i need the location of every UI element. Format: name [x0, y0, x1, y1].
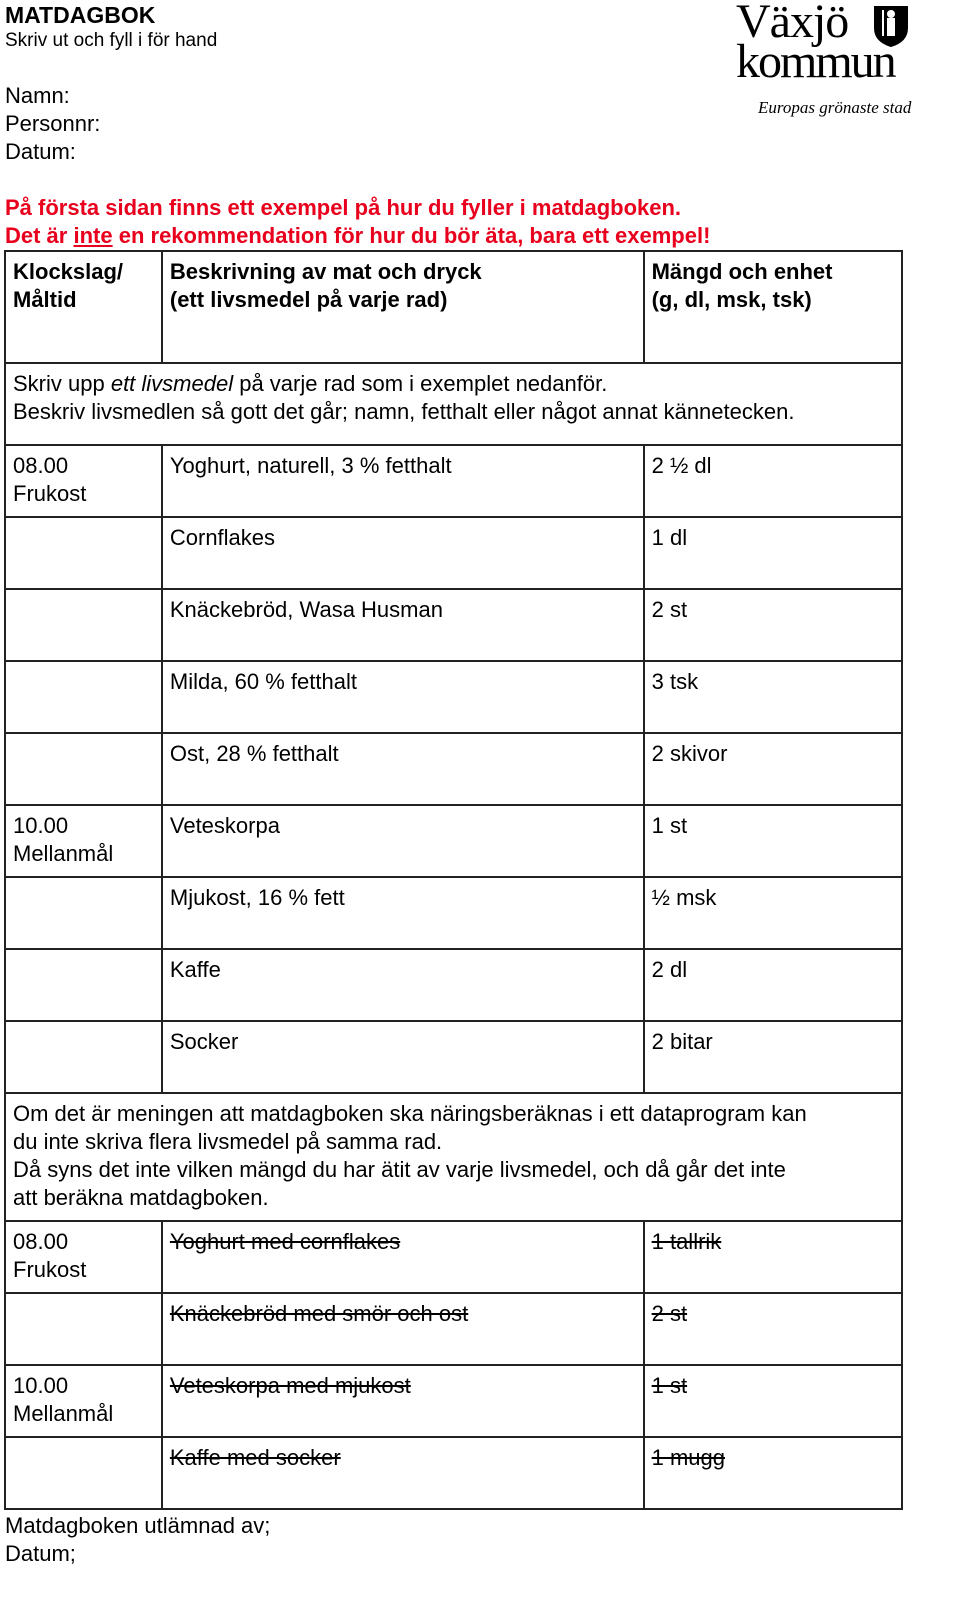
notice-emphasis: inte [73, 223, 113, 248]
header-description-line2: (ett livsmedel på varje rad) [169, 287, 448, 312]
handed-out-label: Matdagboken utlämnad av; [5, 1513, 271, 1538]
amount-cell [644, 589, 902, 661]
warning-cell [5, 1093, 902, 1221]
footer-date-label: Datum; [5, 1541, 76, 1566]
table-row [5, 733, 902, 805]
time-cell [5, 661, 162, 733]
amount-cell [644, 1221, 902, 1293]
amount-cell [644, 517, 902, 589]
food-item: Ost, 28 % fetthalt [169, 741, 339, 766]
meal-time: 08.00 [13, 1229, 69, 1254]
food-amount: 3 tsk [651, 669, 699, 694]
food-amount: 2 ½ dl [651, 453, 712, 478]
name-label: Namn: [5, 83, 70, 108]
food-item: Yoghurt, naturell, 3 % fetthalt [169, 453, 452, 478]
meal-name: Mellanmål [13, 1401, 114, 1426]
amount-cell [644, 877, 902, 949]
time-cell [5, 445, 162, 517]
amount-cell [644, 1365, 902, 1437]
food-amount: 1 dl [651, 525, 688, 550]
instruction-line1 [13, 370, 894, 398]
amount-cell [644, 661, 902, 733]
food-cell [162, 1021, 644, 1093]
header-time [5, 251, 162, 363]
table-row [5, 1221, 902, 1293]
food-amount: 1 st [651, 813, 688, 838]
instruction-post: på varje rad som i exemplet nedanför. [233, 371, 608, 396]
warning-line2: du inte skriva flera livsmedel på samma rad. [13, 1129, 443, 1154]
food-item: Kaffe [169, 957, 221, 982]
food-cell [162, 445, 644, 517]
food-cell [162, 517, 644, 589]
food-amount: 2 st [651, 1301, 688, 1326]
time-cell [5, 589, 162, 661]
time-cell [5, 877, 162, 949]
meal-time: 08.00 [13, 453, 69, 478]
food-amount: 2 dl [651, 957, 688, 982]
time-cell [5, 1021, 162, 1093]
amount-cell [644, 733, 902, 805]
amount-cell [644, 949, 902, 1021]
table-row [5, 1293, 902, 1365]
warning-line1: Om det är meningen att matdagboken ska näringsberäknas i ett dataprogram kan [13, 1101, 807, 1126]
food-amount: 1 tallrik [651, 1229, 722, 1254]
personnr-label: Personnr: [5, 111, 101, 136]
table-row [5, 877, 902, 949]
food-item: Kaffe med socker [169, 1445, 341, 1470]
logo-line2: kommun [736, 35, 895, 88]
food-cell [162, 949, 644, 1021]
table-row [5, 517, 902, 589]
meal-name: Mellanmål [13, 841, 114, 866]
food-item: Yoghurt med cornflakes [169, 1229, 401, 1254]
amount-cell [644, 1021, 902, 1093]
food-amount: 2 st [651, 597, 688, 622]
meal-name: Frukost [13, 481, 87, 506]
time-cell [5, 1293, 162, 1365]
time-cell [5, 1221, 162, 1293]
food-amount: ½ msk [651, 885, 717, 910]
table-row [5, 589, 902, 661]
table-row [5, 445, 902, 517]
food-cell [162, 1221, 644, 1293]
table-row [5, 1437, 902, 1509]
table-row [5, 949, 902, 1021]
warning-line3: Då syns det inte vilken mängd du har ätit av varje livsmedel, och då går det inte [13, 1157, 786, 1182]
time-cell [5, 517, 162, 589]
food-cell [162, 877, 644, 949]
warning-line4: att beräkna matdagboken. [13, 1185, 269, 1210]
food-amount: 2 bitar [651, 1029, 713, 1054]
page-title: MATDAGBOK [5, 2, 156, 28]
page-subtitle: Skriv ut och fyll i för hand [5, 30, 218, 51]
food-item: Veteskorpa [169, 813, 280, 838]
food-cell [162, 1437, 644, 1509]
meal-time: 10.00 [13, 1373, 69, 1398]
food-diary-table [4, 250, 903, 1510]
header-description [162, 251, 644, 363]
notice-line1: På första sidan finns ett exempel på hur du fyller i matdagboken. [5, 195, 682, 220]
food-item: Mjukost, 16 % fett [169, 885, 345, 910]
meal-time: 10.00 [13, 813, 69, 838]
example-notice [5, 194, 710, 250]
time-cell [5, 949, 162, 1021]
instruction-italic: ett livsmedel [110, 371, 234, 396]
food-item: Knäckebröd, Wasa Husman [169, 597, 443, 622]
table-row [5, 1021, 902, 1093]
food-amount: 1 mugg [651, 1445, 725, 1470]
header-time-line1: Klockslag/ [13, 259, 124, 284]
food-item: Cornflakes [169, 525, 276, 550]
food-cell [162, 661, 644, 733]
table-row [5, 661, 902, 733]
food-cell [162, 1293, 644, 1365]
amount-cell [644, 445, 902, 517]
food-cell [162, 1365, 644, 1437]
header-amount-line1: Mängd och enhet [651, 259, 833, 284]
footer [5, 1512, 270, 1568]
header-amount [644, 251, 902, 363]
food-item: Socker [169, 1029, 239, 1054]
notice-line2-post: en rekommendation för hur du bör äta, bara ett exempel! [112, 223, 711, 248]
food-item: Knäckebröd med smör och ost [169, 1301, 469, 1326]
header-description-line1: Beskrivning av mat och dryck [169, 259, 482, 284]
food-amount: 2 skivor [651, 741, 728, 766]
food-cell [162, 805, 644, 877]
header-time-line2: Måltid [13, 287, 77, 312]
amount-cell [644, 1293, 902, 1365]
warning-row [5, 1093, 902, 1221]
food-item: Veteskorpa med mjukost [169, 1373, 411, 1398]
instruction-pre: Skriv upp [13, 371, 111, 396]
food-item: Milda, 60 % fetthalt [169, 669, 357, 694]
time-cell [5, 1365, 162, 1437]
notice-line2 [5, 222, 710, 250]
notice-line2-pre: Det är [5, 223, 74, 248]
vaxjo-kommun-logo [736, 0, 936, 125]
instruction-cell [5, 363, 902, 445]
header-amount-line2: (g, dl, msk, tsk) [651, 287, 812, 312]
food-cell [162, 733, 644, 805]
instruction-row [5, 363, 902, 445]
amount-cell [644, 805, 902, 877]
meal-name: Frukost [13, 1257, 87, 1282]
food-cell [162, 589, 644, 661]
food-amount: 1 st [651, 1373, 688, 1398]
table-row [5, 805, 902, 877]
time-cell [5, 1437, 162, 1509]
table-header-row [5, 251, 902, 363]
table-row [5, 1365, 902, 1437]
logo-line1: Växjö [736, 0, 849, 48]
instruction-line2: Beskriv livsmedlen så gott det går; namn, fetthalt eller något annat kännetecken. [13, 399, 795, 424]
time-cell [5, 733, 162, 805]
amount-cell [644, 1437, 902, 1509]
logo-slogan: Europas grönaste stad [758, 98, 912, 117]
date-label: Datum: [5, 139, 76, 164]
time-cell [5, 805, 162, 877]
